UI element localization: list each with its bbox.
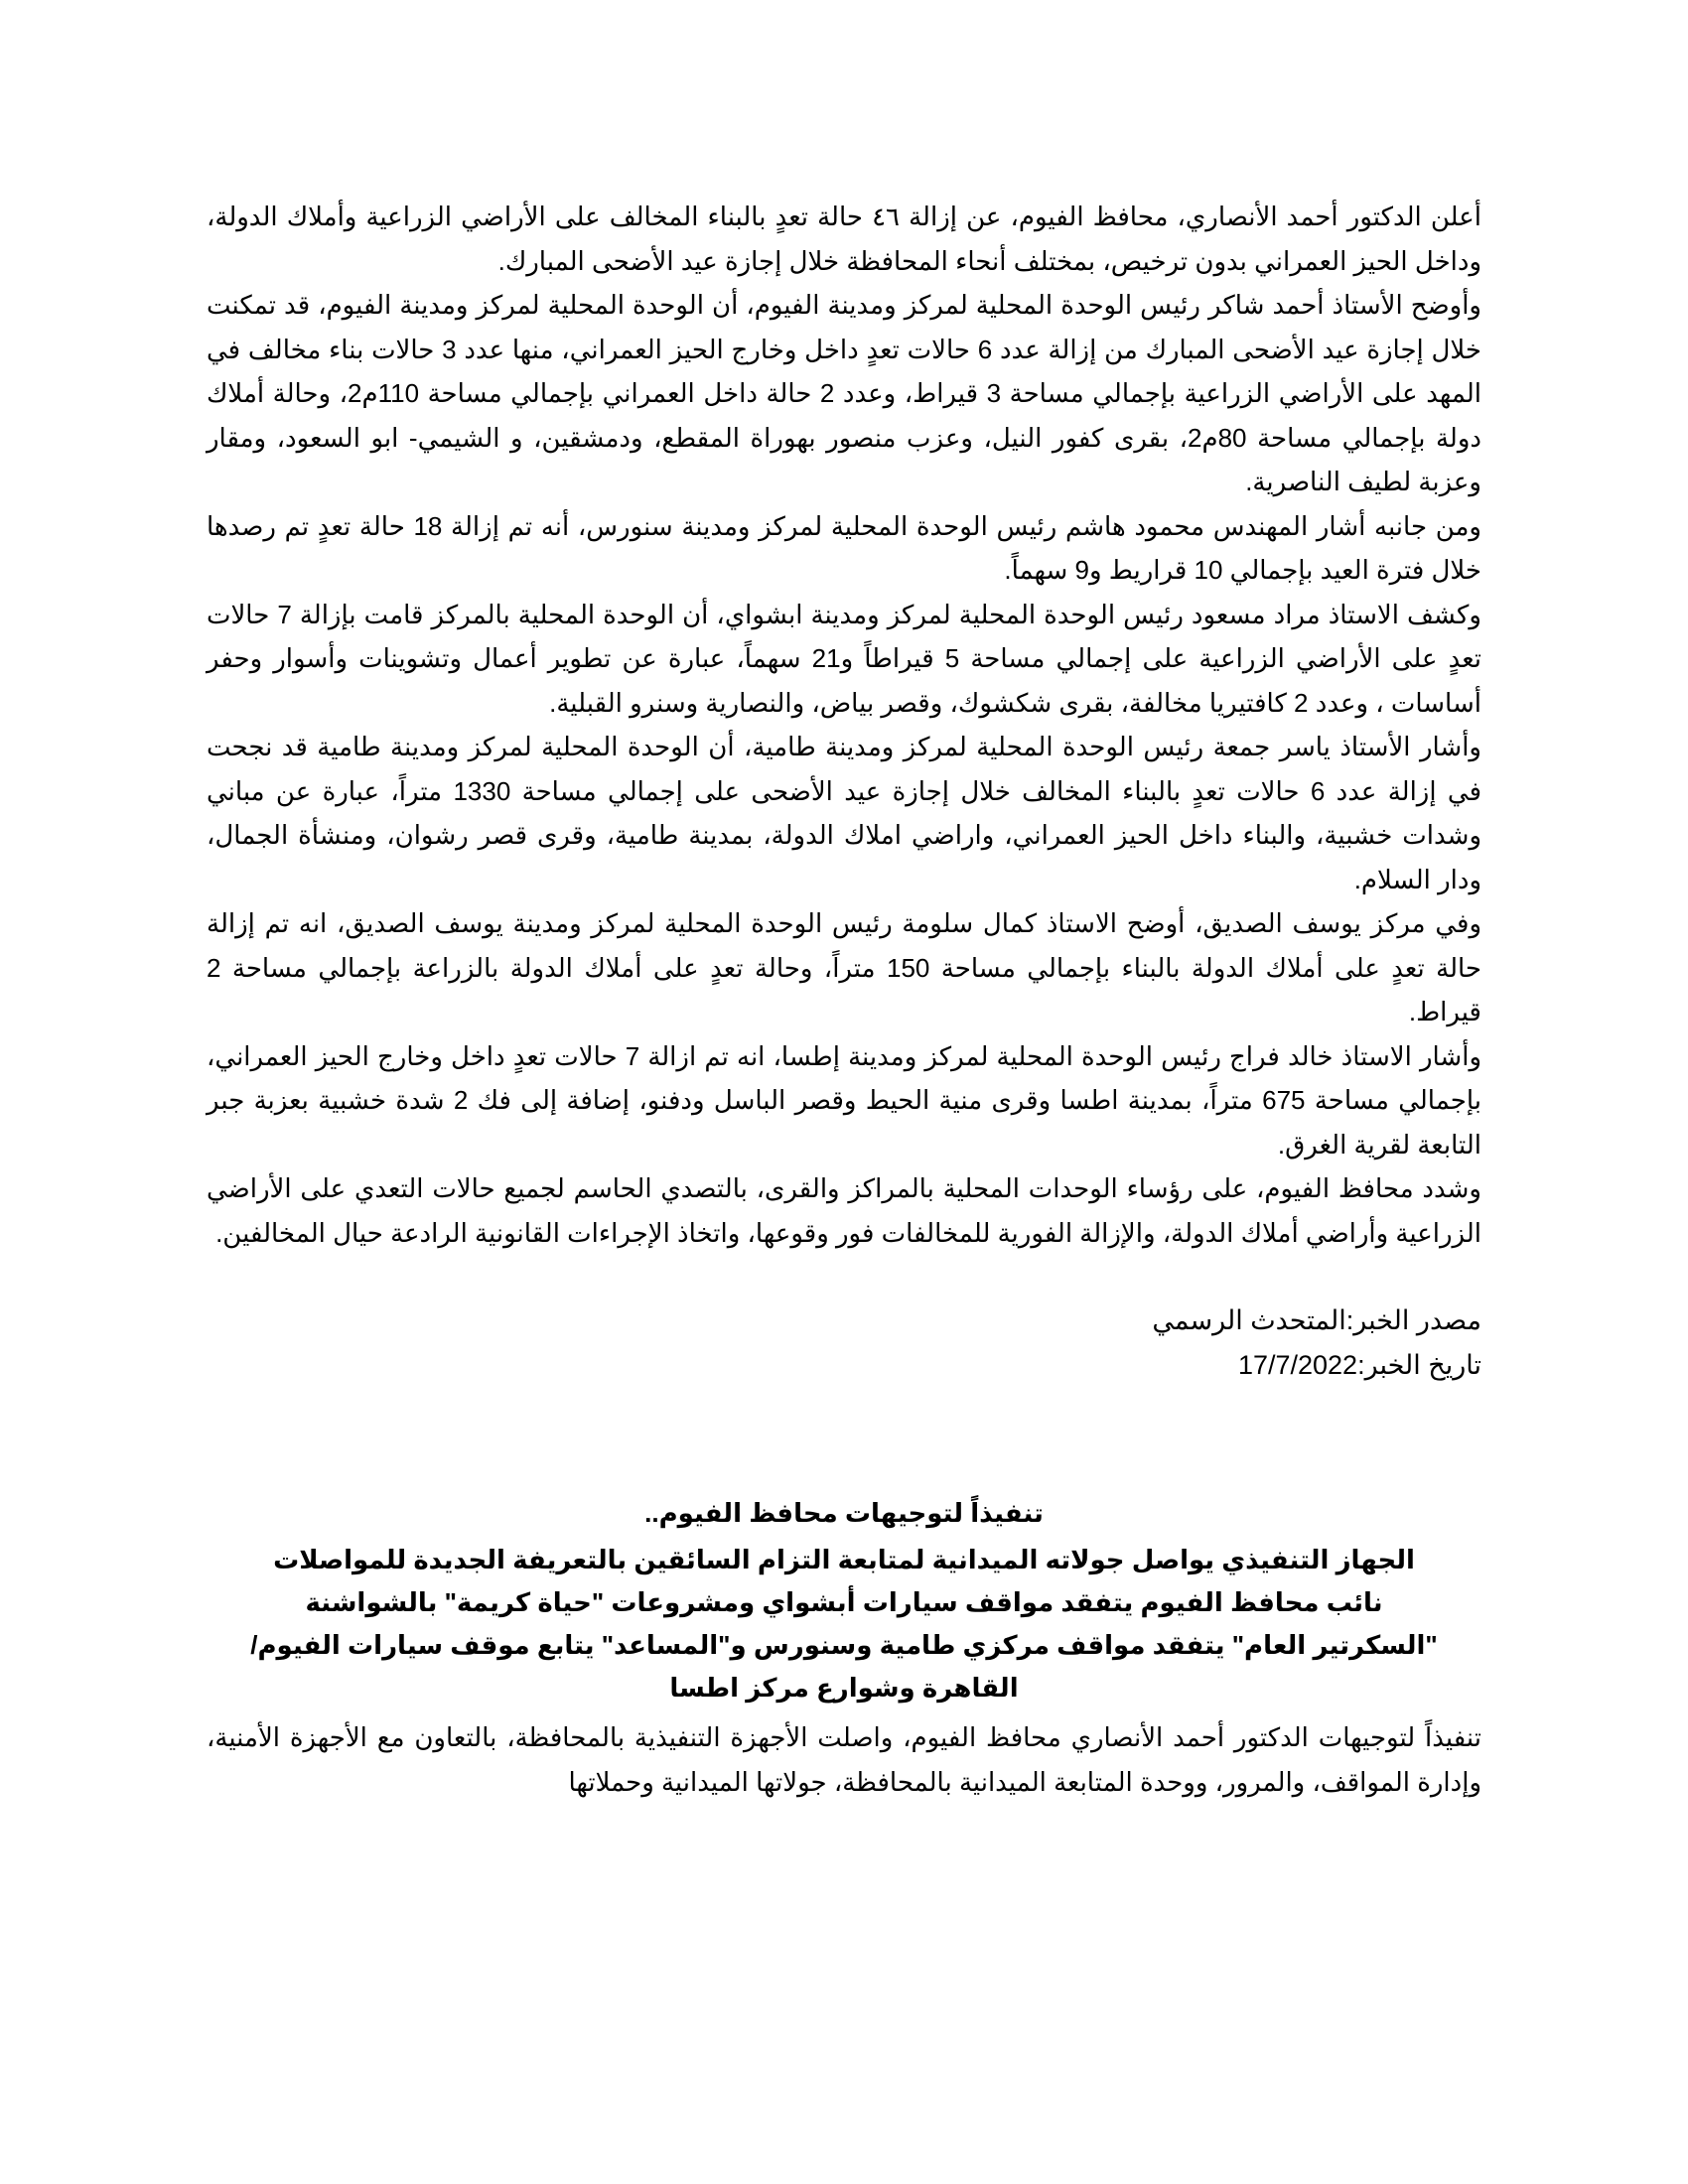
- paragraph-itsa-center: وأشار الاستاذ خالد فراج رئيس الوحدة المحلية لمركز ومدينة إطسا، انه تم ازالة 7 حالات تعدٍ داخل وخارج الحيز العمراني، بإجمالي مساحة 675 متراً، بمدينة اطسا وقرى منية الحيط وقصر الباسل ودفنو، إضافة إلى فك 2 شدة خشبية بعزبة جبر التابعة لقرية الغرق.: [207, 1040, 1482, 1160]
- article-meta: [207, 1298, 1481, 1387]
- article-demolition-report: [207, 195, 1481, 1387]
- sub-headline-deputy: نائب محافظ الفيوم يتفقد مواقف سيارات أبشواي ومشروعات "حياة كريمة" بالشواشنة: [305, 1587, 1383, 1617]
- paragraph-sinnuris-center: ومن جانبه أشار المهندس محمود هاشم رئيس الوحدة المحلية لمركز ومدينة سنورس، أنه تم إزالة 18 حالة تعدٍ تم رصدها خلال فترة العيد بإجمالي 10 قراريط و9 سهماً.: [207, 510, 1481, 585]
- paragraph-governor-directive: وشدد محافظ الفيوم، على رؤساء الوحدات المحلية بالمراكز والقرى، بالتصدي الحاسم لجميع حالات التعدي على الأراضي الزراعية وأراضي أملاك الدولة، والإزالة الفورية للمخالفات فور وقوعها، واتخاذ الإجراءات القانونية الرادعة حيال المخالفين.: [207, 1173, 1481, 1248]
- paragraph-ibshaway-center: وكشف الاستاذ مراد مسعود رئيس الوحدة المحلية لمركز ومدينة ابشواي، أن الوحدة المحلية بالمركز قامت بإزالة 7 حالات تعدٍ على الأراضي الزراعية على إجمالي مساحة 5 قيراطاً و21 سهماً، عبارة عن تطوير أعمال وتشوينات وأسوار وحفر أساسات ، وعدد 2 كافتيريا مخالفة، بقرى شكشوك، وقصر بياض، والنصارية وسنرو القبلية.: [207, 599, 1481, 718]
- kicker-headline: تنفيذاً لتوجيهات محافظ الفيوم..: [644, 1498, 1044, 1528]
- main-headline: الجهاز التنفيذي يواصل جولاته الميدانية لمتابعة التزام السائقين بالتعريفة الجديدة للمواصلات: [273, 1545, 1415, 1574]
- paragraph-yousef-elsediq-center: وفي مركز يوسف الصديق، أوضح الاستاذ كمال سلومة رئيس الوحدة المحلية لمركز ومدينة يوسف الصديق، انه تم إزالة حالة تعدٍ على أملاك الدولة بالبناء بإجمالي مساحة 150 متراً، وحالة تعدٍ على أملاك الدولة بالزراعة بإجمالي مساحة 2 قيراط.: [207, 908, 1481, 1026]
- paragraph-fayoum-center: وأوضح الأستاذ أحمد شاكر رئيس الوحدة المحلية لمركز ومدينة الفيوم، أن الوحدة المحلية لمركز ومدينة الفيوم، قد تمكنت خلال إجازة عيد الأضحى المبارك من إزالة عدد 6 حالات تعدٍ داخل وخارج الحيز العمراني، منها عدد 3 حالات بناء مخالف في المهد على الأراضي الزراعية بإجمالي مساحة 3 قيراط، وعدد 2 حالة داخل العمراني بإجمالي مساحة 110م2، وحالة أملاك دولة بإجمالي مساحة 80م2، بقرى كفور النيل، وعزب منصور بهوراة المقطع، ودمشقين، و الشيمي- ابو السعود، ومقار وعزبة لطيف الناصرية.: [207, 290, 1482, 496]
- sub-headline-secretary: "السكرتير العام" يتفقد مواقف مركزي طامية وسنورس و"المساعد" يتابع موقف سيارات الفيوم/ القاهرة وشوارع مركز اطسا: [250, 1630, 1438, 1703]
- news-date: تاريخ الخبر:17/7/2022: [1237, 1349, 1481, 1380]
- headline-block: [207, 1492, 1481, 1709]
- article-body: تنفيذاً لتوجيهات الدكتور أحمد الأنصاري محافظ الفيوم، واصلت الأجهزة التنفيذية بالمحافظة، بالتعاون مع الأجهزة الأمنية، وإدارة المواقف، والمرور، ووحدة المتابعة الميدانية بالمحافظة، جولاتها الميدانية وحملاتها: [207, 1722, 1481, 1797]
- paragraph-intro: أعلن الدكتور أحمد الأنصاري، محافظ الفيوم، عن إزالة ٤٦ حالة تعدٍ بالبناء المخالف على الأراضي الزراعية وأملاك الدولة، وداخل الحيز العمراني بدون ترخيص، بمختلف أنحاء المحافظة خلال إجازة عيد الأضحى المبارك.: [207, 202, 1482, 276]
- article-transport-tariff: [207, 1492, 1481, 1804]
- news-source: مصدر الخبر:المتحدث الرسمي: [1152, 1305, 1481, 1335]
- paragraph-tamiya-center: وأشار الأستاذ ياسر جمعة رئيس الوحدة المحلية لمركز ومدينة طامية، أن الوحدة المحلية لمركز ومدينة طامية قد نجحت في إزالة عدد 6 حالات تعدٍ بالبناء المخالف خلال إجازة عيد الأضحى على إجمالي مساحة 1330 متراً، عبارة عن مباني وشدات خشبية، والبناء داخل الحيز العمراني، واراضي املاك الدولة، بمدينة طامية، وقرى قصر رشوان، ومنشأة الجمال، ودار السلام.: [207, 732, 1482, 894]
- document-page: [207, 195, 1481, 1804]
